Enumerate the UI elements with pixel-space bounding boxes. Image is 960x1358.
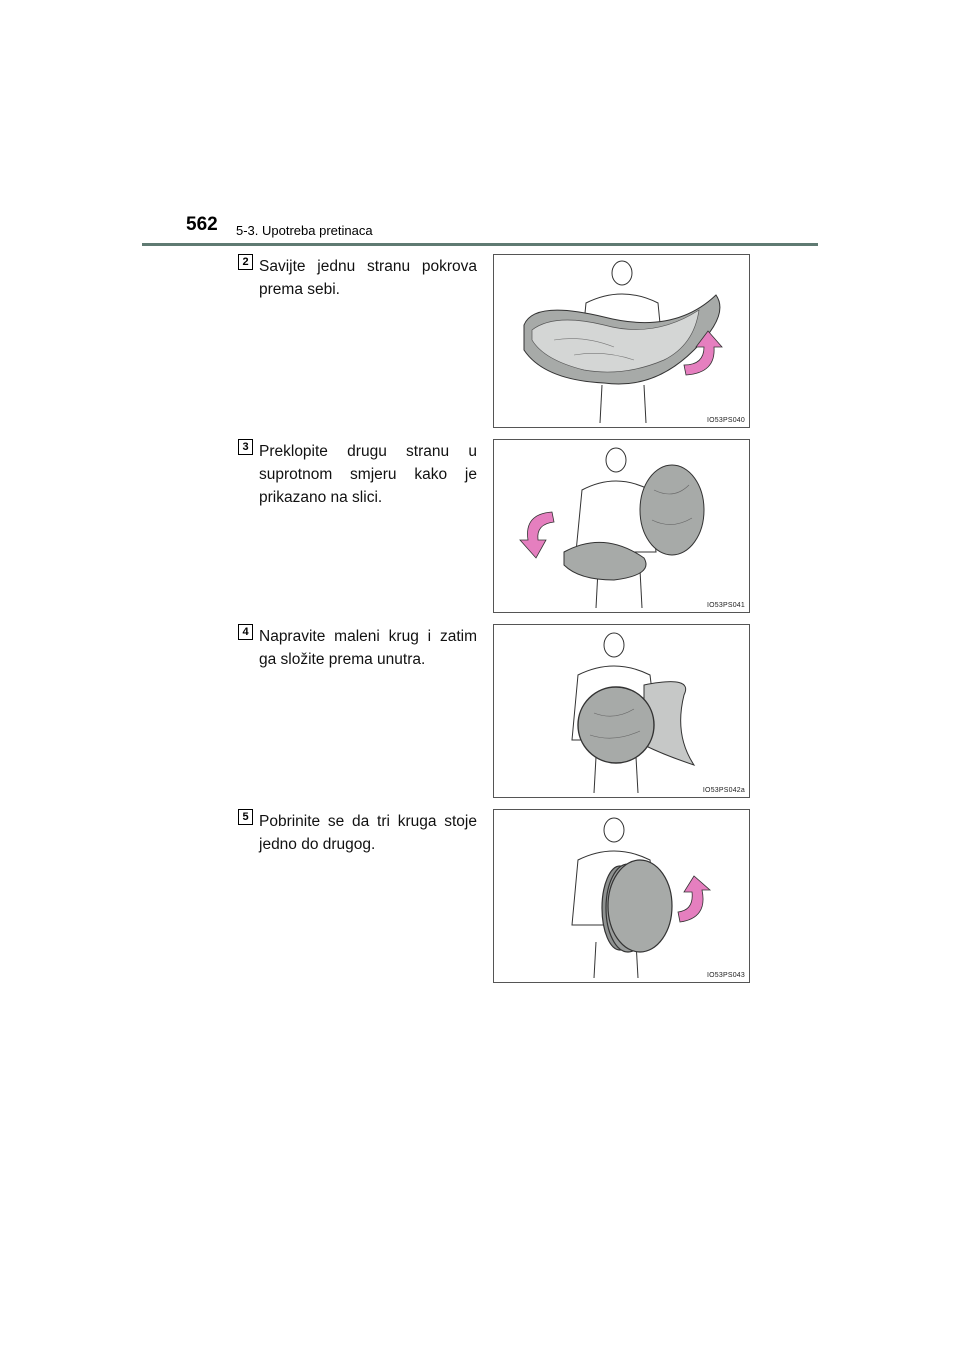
page-number: 562 (186, 214, 218, 235)
step-2 (238, 254, 750, 430)
step-number-badge: 3 (238, 439, 253, 455)
fold-arrow-down-icon (520, 512, 554, 558)
step-4 (238, 624, 750, 800)
figure-code: IO53PS040 (707, 417, 745, 424)
step-number-badge: 4 (238, 624, 253, 640)
fold-arrow-up-icon (678, 876, 710, 922)
step-number-badge: 2 (238, 254, 253, 270)
person-folding-cover-illustration (494, 625, 749, 797)
step-illustration (493, 624, 750, 798)
step-instruction: Savijte jednu stranu pokrova prema sebi. (259, 258, 477, 298)
step-illustration (493, 809, 750, 983)
step-illustration (493, 439, 750, 613)
figure-code: IO53PS043 (707, 972, 745, 979)
step-instruction: Pobrinite se da tri kruga stoje jedno do drugog. (259, 813, 477, 853)
person-folding-cover-illustration (494, 255, 749, 427)
step-3 (238, 439, 750, 615)
header-rule (142, 243, 818, 246)
section-title: 5-3. Upotreba pretinaca (236, 223, 373, 238)
step-illustration (493, 254, 750, 428)
step-number-badge: 5 (238, 809, 253, 825)
person-folding-cover-illustration (494, 810, 749, 982)
figure-code: IO53PS041 (707, 602, 745, 609)
step-instruction: Napravite maleni krug i zatim ga složite prema unutra. (259, 628, 477, 668)
step-instruction: Preklopite drugu stranu u suprotnom smjeru kako je prikazano na slici. (259, 443, 477, 506)
step-5 (238, 809, 750, 985)
figure-code: IO53PS042a (702, 787, 745, 794)
person-folding-cover-illustration (494, 440, 749, 612)
